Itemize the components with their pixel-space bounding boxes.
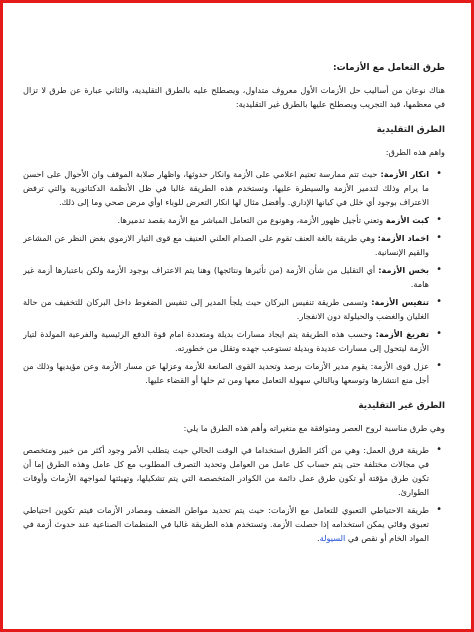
- list-item-text: وحسب هذه الطريقة يتم ايجاد مسارات بديلة ومتعددة امام قوة الدفع الرئيسية والفرعية المولدة لتيار الأزمة ليتحول إلى مسارات عديدة وبديلة تستوعب جهده وتقلل من خطورته.: [23, 329, 429, 353]
- list-item-term: كبت الأزمة: [385, 215, 429, 225]
- list-item: [23, 295, 429, 323]
- list-item-text: طريقة فرق العمل: وهي من أكثر الطرق استخداما في الوقت الحالي حيث يتطلب الأمر وجود أكثر من خبير ومتخصص في مجالات مختلفة حتى يتم حساب كل عامل من العوامل وتحديد التصرف المطلوب مع كل عامل وهذه الطرق إما أن تكون طرق مؤقتة أو تكون طرق عمل دائمة من الكوادر المتخصصة التي يتم تشكيلها، وتهيئتها لمواجهة الأزمات وأوقات الطوارئ.: [23, 445, 429, 497]
- document-page: [23, 61, 445, 613]
- list-item-tail: .: [317, 533, 320, 543]
- list-item: [23, 443, 429, 499]
- list-item-term: بخس الأزمة:: [378, 265, 430, 275]
- list-item-term: اخماد الأزمة:: [377, 233, 429, 243]
- document-title: طرق التعامل مع الأزمات:: [332, 63, 445, 73]
- intro-paragraph: هناك نوعان من أساليب حل الأزمات الأول معروف متداول، ويصطلح عليه بالطرق التقليدية، والثاني عبارة عن طرق لا تزال في معظمها، قيد التجريب ويصطلح عليها بالطرق غير التقليدية:: [23, 85, 445, 109]
- traditional-lead: واهم هذه الطرق:: [385, 147, 445, 157]
- traditional-list: [23, 167, 445, 387]
- nontraditional-heading: الطرق غير التقليدية: [358, 401, 445, 411]
- list-item: [23, 327, 429, 355]
- list-item: [23, 231, 429, 259]
- list-item: [23, 359, 429, 387]
- nontraditional-list: [23, 443, 445, 545]
- list-item: [23, 213, 429, 227]
- list-item-text: وتعني تأجيل ظهور الأزمة، وهونوع من التعامل المباشر مع الأزمة بقصد تدميرها.: [117, 215, 386, 225]
- nontraditional-lead: وهي طرق مناسبة لروح العصر ومتوافقة مع متغيراته وأهم هذه الطرق ما يلي:: [183, 423, 445, 433]
- traditional-heading: الطرق التقليدية: [376, 125, 445, 135]
- list-item-term: تفريغ الأزمة:: [375, 329, 429, 339]
- list-item: [23, 167, 429, 209]
- liquidity-link[interactable]: السيولة: [319, 533, 346, 543]
- list-item-text: طريقة الاحتياطي التعبوي للتعامل مع الأزمات: حيث يتم تحديد مواطن الضعف ومصادر الأزمات فيتم تكوين احتياطي تعبوي وقائي يمكن استخدامه إذا حصلت الأزمة. وتستخدم هذه الطريقة غالبا في المنظمات الصناعية عند حدوث أزمة في المواد الخام أو نقص في: [23, 505, 429, 543]
- list-item-text: وهي طريقة بالغة العنف تقوم على الصدام العلني العنيف مع قوى التيار الازموي بغض النظر عن المشاعر والقيم الإنسانية.: [23, 233, 429, 257]
- list-item-term: انكار الأزمة:: [380, 169, 429, 179]
- list-item: [23, 263, 429, 291]
- list-item: [23, 503, 429, 545]
- list-item-text: وتسمى طريقة تنفيس البركان حيث يلجأ المدير إلى تنفيس الضغوط داخل البركان للتخفيف من حالة الغليان والغضب والحيلولة دون الانفجار.: [23, 297, 429, 321]
- list-item-text: حيث تتم ممارسة تعتيم اعلامي على الأزمة وانكار حدوثها، واظهار صلابة الموقف وان الأحوال على احسن ما يرام وذلك لتدمير الأزمة والسيطرة عليها، وتستخدم هذه الطريقة غالبا في ظل الأنظمة الدكتاتورية والتي ترفض الاعتراف بوجود أي خلل في كيانها الإداري. وأفضل مثال لها انكار التعرض للوباء اوأي مرض صحي وما إلى ذلك.: [23, 169, 429, 207]
- list-item-term: تنفيس الأزمة:: [371, 297, 429, 307]
- list-item-text: عزل قوى الأزمة: يقوم مدير الأزمات برصد وتحديد القوى الصانعة للأزمة وعزلها عن مسار الأزمة وعن مؤيديها وذلك من أجل منع انتشارها وتوسعها وبالتالي سهولة التعامل معها ومن ثم حلها أو القضاء عليها.: [23, 361, 429, 385]
- list-item-text: أي التقليل من شأن الأزمة (من تأثيرها ونتائجها) وهنا يتم الاعتراف بوجود الأزمة ولكن باعتبارها أزمة غير هامة.: [23, 265, 429, 289]
